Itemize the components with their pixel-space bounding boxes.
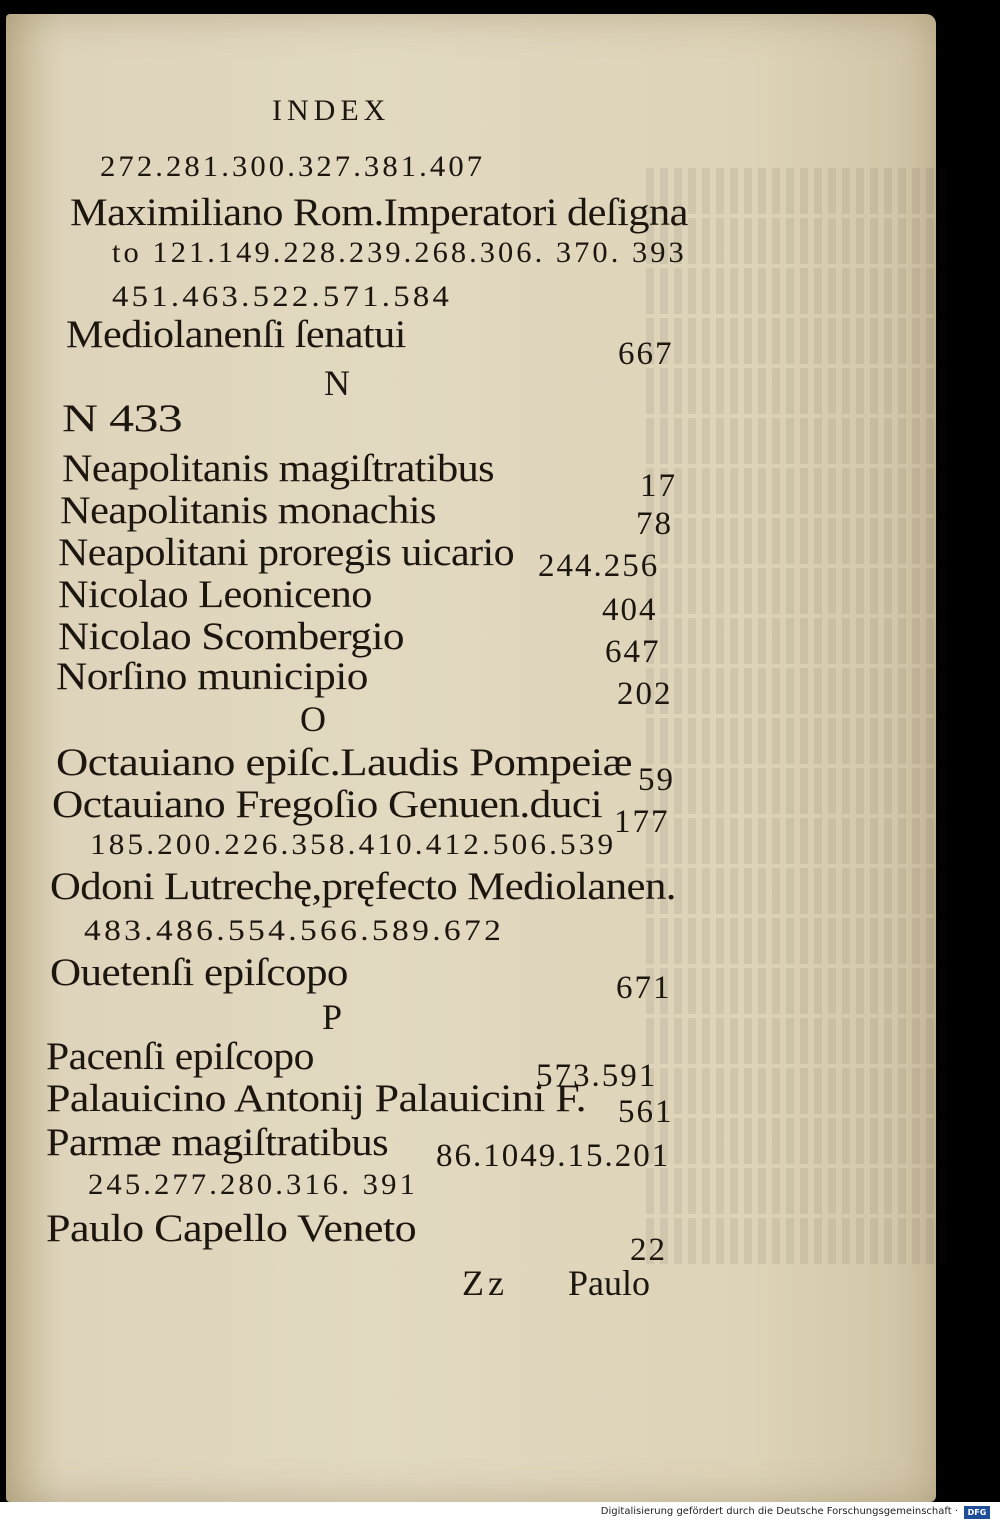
page-reference: 647 bbox=[605, 634, 661, 670]
running-header: INDEX bbox=[272, 94, 391, 127]
index-continuation-line: 245.277.280.316. 391 bbox=[88, 1168, 418, 1201]
page-reference: 404 bbox=[602, 592, 658, 628]
page-reference: 22 bbox=[630, 1232, 667, 1268]
index-entry: Ouetenſi epiſcopo bbox=[50, 951, 348, 994]
page-reference: 59 bbox=[638, 762, 675, 798]
section-letter: P bbox=[322, 997, 343, 1037]
index-entry: Neapolitanis monachis bbox=[60, 489, 436, 532]
index-entry: Octauiano epiſc.Laudis Pompeiæ bbox=[56, 741, 632, 784]
index-continuation-line: 483.486.554.566.589.672 bbox=[84, 914, 505, 947]
page-reference: 244.256 bbox=[538, 548, 660, 584]
page-reference: 671 bbox=[616, 970, 672, 1006]
index-continuation-line: 451.463.522.571.584 bbox=[112, 280, 453, 313]
index-entry: Norſino municipio bbox=[56, 655, 368, 698]
dfg-logo: DFG bbox=[964, 1506, 990, 1519]
page-reference: 17 bbox=[640, 468, 677, 504]
index-entry: Mediolanenſi ſenatui bbox=[66, 313, 406, 356]
page-reference: 561 bbox=[618, 1094, 674, 1130]
index-entry: Palauicino Antonij Palauicini F. bbox=[46, 1077, 587, 1120]
page-reference: 667 bbox=[618, 336, 674, 372]
index-continuation-line: 272.281.300.327.381.407 bbox=[100, 150, 486, 183]
index-entry: Octauiano Fregoſio Genuen.duci bbox=[52, 783, 603, 826]
index-entry: Neapolitanis magiſtratibus bbox=[62, 447, 495, 490]
index-continuation-line: 185.200.226.358.410.412.506.539 bbox=[90, 828, 617, 861]
catchword: Paulo bbox=[568, 1263, 651, 1303]
index-entry: Maximiliano Rom.Imperatori deſigna bbox=[70, 191, 688, 234]
index-entry: Pacenſi epiſcopo bbox=[46, 1035, 314, 1078]
page-reference: 86.1049.15.201 bbox=[436, 1138, 671, 1174]
index-entry: Neapolitani proregis uicario bbox=[58, 531, 515, 574]
page-reference: 78 bbox=[636, 506, 673, 542]
page-reference: 202 bbox=[617, 676, 673, 712]
index-entry: Odoni Lutrechę,pręfecto Mediolanen. bbox=[50, 865, 676, 908]
signature-mark: Zz bbox=[462, 1263, 508, 1303]
page-reference: 573.591 bbox=[536, 1058, 658, 1094]
index-entry: Paulo Capello Veneto bbox=[46, 1207, 417, 1250]
footer-credit: Digitalisierung gefördert durch die Deutsche Forschungsgemeinschaft · bbox=[600, 1506, 958, 1517]
index-entry: Nicolao Leoniceno bbox=[58, 573, 372, 616]
section-letter: O bbox=[300, 699, 326, 739]
bleed-through-text bbox=[646, 164, 946, 1314]
section-letter: N bbox=[324, 363, 350, 403]
page-reference: 177 bbox=[614, 804, 670, 840]
index-entry: Nicolao Scombergio bbox=[58, 615, 404, 658]
index-entry: N 433 bbox=[62, 397, 183, 440]
index-continuation-line: to 121.149.228.239.268.306. 370. 393 bbox=[112, 236, 687, 269]
index-entry: Parmæ magiſtratibus bbox=[46, 1121, 389, 1164]
